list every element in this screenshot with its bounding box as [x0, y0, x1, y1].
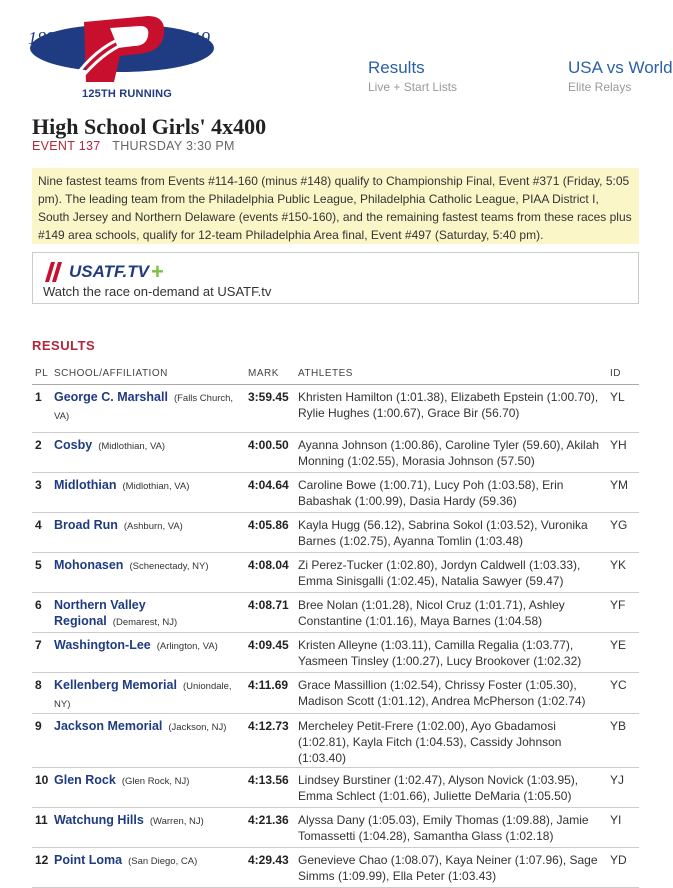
row-mark: 4:12.73	[248, 713, 298, 767]
row-place: 7	[32, 632, 54, 672]
row-affiliation: (San Diego, CA)	[128, 855, 198, 867]
row-school[interactable]: Northern Valley Regional	[54, 597, 146, 628]
row-athletes: Lindsey Burstiner (1:02.47), Alyson Novick (1:03.95), Emma Schlect (1:01.66), Juliette DeMaria (1:05.50)	[298, 767, 610, 807]
col-pl: PL	[32, 364, 54, 384]
nav-results[interactable]	[368, 58, 457, 94]
row-school[interactable]: Point Loma	[54, 852, 123, 867]
row-affiliation: (Falls Church, VA)	[54, 392, 234, 422]
row-mark: 4:29.43	[248, 847, 298, 887]
row-school[interactable]: Mohonasen	[54, 557, 124, 572]
table-row	[32, 847, 639, 887]
row-place: 9	[32, 713, 54, 767]
table-row	[32, 384, 639, 432]
penn-relays-logo[interactable]	[26, 8, 218, 106]
row-school-cell	[54, 472, 248, 512]
row-affiliation: (Midlothian, VA)	[122, 480, 190, 492]
nav-results-subtitle: Live + Start Lists	[368, 80, 458, 94]
row-affiliation: (Uniondale, NY)	[54, 680, 232, 710]
row-athletes: Zi Perez-Tucker (1:02.80), Jordyn Caldwell (1:03.33), Emma Sinisgalli (1:02.45), Natalia Sawyer (59.47)	[298, 552, 610, 592]
row-athletes: Genevieve Chao (1:08.07), Kaya Neiner (1:07.96), Sage Simms (1:09.99), Ella Peter (1:03.43)	[298, 847, 610, 887]
row-school[interactable]: George C. Marshall	[54, 389, 168, 404]
results-heading: RESULTS	[32, 338, 96, 353]
row-athletes: Grace Massillion (1:02.54), Chrissy Foster (1:05.30), Madison Scott (1:01.12), Andrea McPherson (1:02.74)	[298, 672, 610, 713]
row-id: YB	[610, 713, 639, 767]
row-school-cell	[54, 632, 248, 672]
row-athletes: Mercheley Petit-Frere (1:02.00), Ayo Gbadamosi (1:02.81), Kayla Fitch (1:04.53), Cassidy Johnson (1:03.40)	[298, 713, 610, 767]
row-mark: 4:21.36	[248, 807, 298, 847]
results-header-row	[32, 364, 639, 384]
event-meta	[32, 139, 235, 153]
row-school[interactable]: Watchung Hills	[54, 812, 144, 827]
nav-usa-subtitle: Elite Relays	[568, 80, 632, 94]
row-school[interactable]: Jackson Memorial	[54, 718, 163, 733]
row-id: YE	[610, 632, 639, 672]
table-row	[32, 512, 639, 552]
row-id: YC	[610, 672, 639, 713]
row-place: 11	[32, 807, 54, 847]
row-school-cell	[54, 807, 248, 847]
event-title: High School Girls' 4x400	[32, 114, 267, 139]
row-place: 6	[32, 592, 54, 632]
row-school-cell	[54, 592, 248, 632]
row-school[interactable]: Washington-Lee	[54, 637, 151, 652]
row-athletes: Khristen Hamilton (1:01.38), Elizabeth Epstein (1:00.70), Rylie Hughes (1:00.67), Grace Bir (56.70)	[298, 384, 610, 432]
col-id: ID	[610, 364, 639, 384]
row-mark: 4:00.50	[248, 432, 298, 472]
row-id: YD	[610, 847, 639, 887]
row-mark: 4:04.64	[248, 472, 298, 512]
nav-usa-title[interactable]: USA vs World	[568, 58, 673, 77]
row-school[interactable]: Glen Rock	[54, 772, 116, 787]
row-mark: 4:08.04	[248, 552, 298, 592]
row-school-cell	[54, 512, 248, 552]
row-id: YF	[610, 592, 639, 632]
row-mark: 4:05.86	[248, 512, 298, 552]
table-row	[32, 552, 639, 592]
row-school-cell	[54, 767, 248, 807]
row-place: 5	[32, 552, 54, 592]
row-school-cell	[54, 552, 248, 592]
nav-results-title[interactable]: Results	[368, 58, 425, 77]
row-athletes: Caroline Bowe (1:00.71), Lucy Poh (1:03.58), Erin Babashak (1:00.99), Dasia Hardy (59.36)	[298, 472, 610, 512]
row-school-cell	[54, 847, 248, 887]
row-school[interactable]: Midlothian	[54, 477, 117, 492]
row-place: 2	[32, 432, 54, 472]
row-athletes: Kayla Hugg (56.12), Sabrina Sokol (1:03.52), Vuronika Barnes (1:02.75), Ayanna Tomlin (1:03.48)	[298, 512, 610, 552]
row-id: YL	[610, 384, 639, 432]
row-id: YI	[610, 807, 639, 847]
row-affiliation: (Ashburn, VA)	[123, 520, 183, 532]
row-school-cell	[54, 432, 248, 472]
usatf-brand	[43, 259, 164, 285]
row-id: YJ	[610, 767, 639, 807]
row-athletes: Bree Nolan (1:01.28), Nicol Cruz (1:01.71), Ashley Constantine (1:01.16), Maya Barnes (1:04.58)	[298, 592, 610, 632]
row-mark: 4:09.45	[248, 632, 298, 672]
row-athletes: Kristen Alleyne (1:03.11), Camilla Regalia (1:03.77), Yasmeen Tinsley (1:00.27), Lucy Brookover (1:02.32)	[298, 632, 610, 672]
row-id: YH	[610, 432, 639, 472]
row-athletes: Ayanna Johnson (1:00.86), Caroline Tyler (59.60), Akilah Monning (1:02.55), Morasia Johnson (57.50)	[298, 432, 610, 472]
col-school: SCHOOL/AFFILIATION	[54, 364, 248, 384]
row-affiliation: (Jackson, NJ)	[168, 721, 227, 733]
logo-running-text: 125TH RUNNING	[82, 88, 173, 100]
row-affiliation: (Demarest, NJ)	[112, 616, 178, 628]
logo-year-right: 2019	[174, 28, 210, 48]
usatf-wing-icon	[43, 260, 65, 284]
row-mark: 3:59.45	[248, 384, 298, 432]
event-number: EVENT 137	[32, 139, 101, 153]
row-school-cell	[54, 672, 248, 713]
row-affiliation: (Midlothian, VA)	[98, 440, 166, 452]
table-row	[32, 592, 639, 632]
row-mark: 4:13.56	[248, 767, 298, 807]
row-school[interactable]: Cosby	[54, 437, 93, 452]
row-mark: 4:11.69	[248, 672, 298, 713]
row-school[interactable]: Broad Run	[54, 517, 118, 532]
row-affiliation: (Arlington, VA)	[156, 640, 218, 652]
qualifying-note: Nine fastest teams from Events #114-160 (minus #148) qualify to Championship Final, Event #371 (Friday, 5:05 pm). The leading team from the Philadelphia Public League, Philadelphia Catholic League, PIAA District I, South Jersey and Northern Delaware (events #150-160), and the remaining fastest teams from these races plus #149 area schools, qualify for 12-team Philadelphia Area final, Event #497 (Saturday, 5:40 pm).	[32, 168, 639, 244]
row-mark: 4:08.71	[248, 592, 298, 632]
table-row	[32, 472, 639, 512]
row-place: 12	[32, 847, 54, 887]
usatf-plus-icon: +	[150, 259, 164, 284]
table-row	[32, 632, 639, 672]
event-time: THURSDAY 3:30 PM	[112, 139, 235, 153]
logo-year-left: 1895	[28, 28, 64, 48]
row-place: 8	[32, 672, 54, 713]
table-row	[32, 713, 639, 767]
row-place: 1	[32, 384, 54, 432]
row-school[interactable]: Kellenberg Memorial	[54, 677, 177, 692]
table-row	[32, 672, 639, 713]
table-row	[32, 807, 639, 847]
row-id: YM	[610, 472, 639, 512]
row-school-cell	[54, 713, 248, 767]
usatf-tv-banner[interactable]	[32, 252, 639, 304]
col-mark: MARK	[248, 364, 298, 384]
row-place: 3	[32, 472, 54, 512]
row-athletes: Alyssa Dany (1:05.03), Emily Thomas (1:09.88), Jamie Tomassetti (1:04.28), Samantha Glass (1:02.18)	[298, 807, 610, 847]
logo-p-letter	[84, 16, 164, 82]
row-id: YG	[610, 512, 639, 552]
row-school-cell	[54, 384, 248, 432]
table-row	[32, 432, 639, 472]
row-affiliation: (Warren, NJ)	[149, 815, 204, 827]
usatf-brand-text: USATF.TV	[69, 262, 149, 281]
table-row	[32, 767, 639, 807]
col-athletes: ATHLETES	[298, 364, 610, 384]
row-id: YK	[610, 552, 639, 592]
nav-usa-vs-world[interactable]	[568, 58, 673, 94]
row-affiliation: (Glen Rock, NJ)	[121, 775, 190, 787]
usatf-watch-link[interactable]: Watch the race on-demand at USATF.tv	[43, 284, 272, 299]
row-place: 4	[32, 512, 54, 552]
row-place: 10	[32, 767, 54, 807]
results-table	[32, 364, 639, 888]
row-affiliation: (Schenectady, NY)	[129, 560, 209, 572]
